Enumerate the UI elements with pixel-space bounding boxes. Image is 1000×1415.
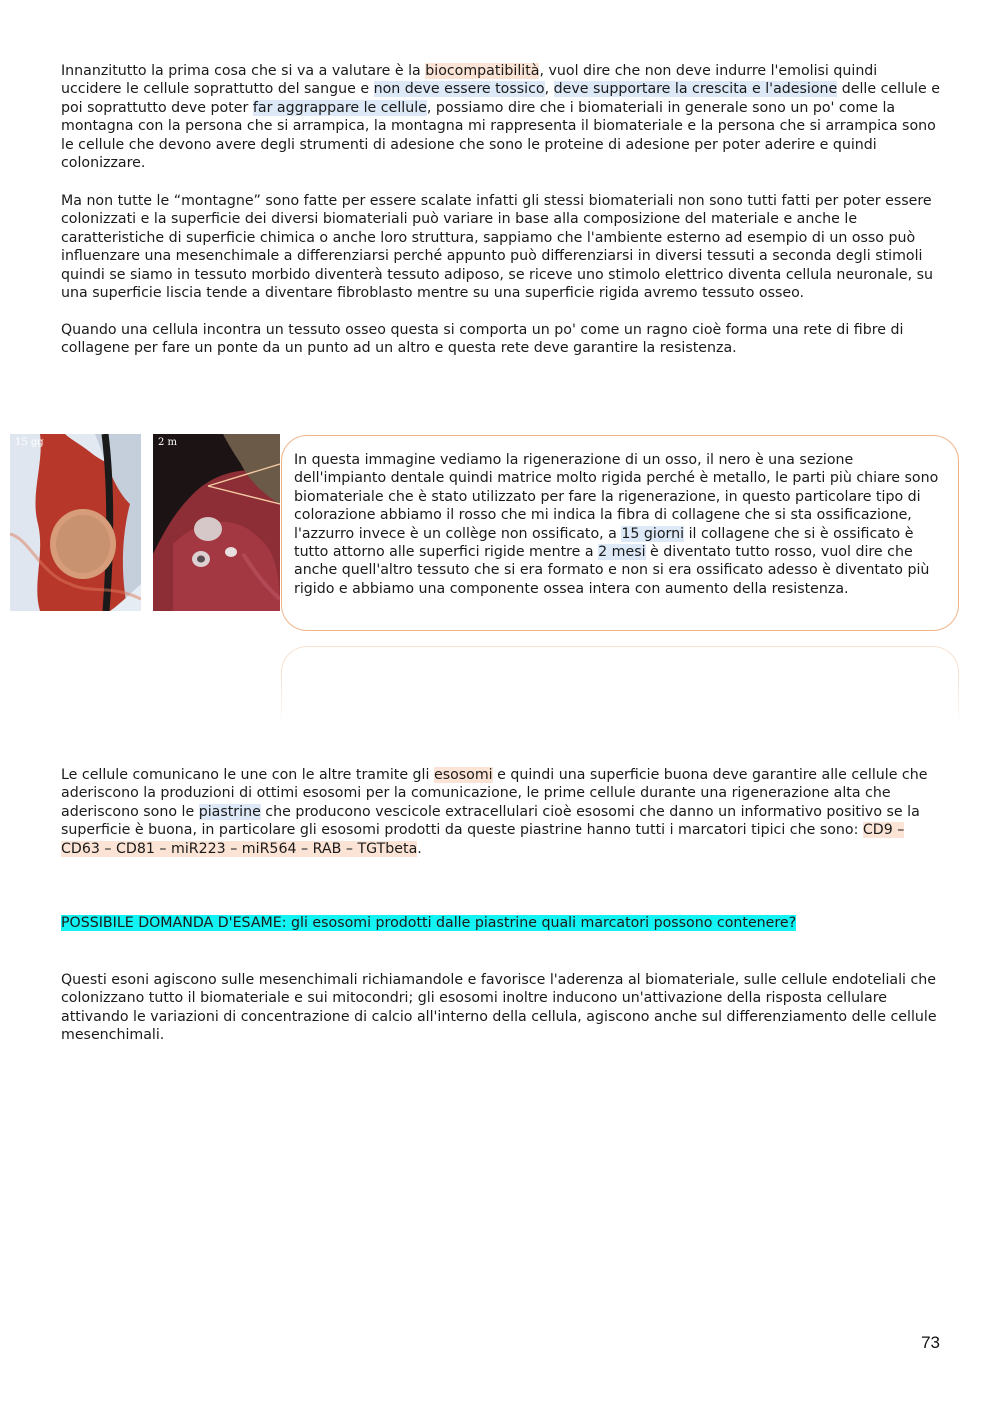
text-run: . [417, 840, 422, 857]
text-run: il collagene che si è ossificato è tutto attorno alle superfici rigide mentre a [294, 525, 914, 561]
text-run: Le cellule comunicano le une con le altre tramite gli [61, 767, 434, 783]
text-run: , [544, 81, 554, 98]
highlight-not-toxic: non deve essere tossico [373, 81, 545, 98]
paragraph-exosomes [61, 766, 941, 858]
text-run: che producono vescicole extracellulari cioè esosomi che danno un informativo positivo se la superficie è buona, in particolare gli esosomi prodotti da queste piastrine hanno tutti i marcatori tipici che sono: [61, 803, 920, 839]
text-run: , possiamo dire che i biomateriali in generale sono un po' come la montagna con la persona che si arrampica, la montagna mi rappresenta il biomateriale e la persona che si arrampica sono le cellule che devono avere degli strumenti di adesione che sono le proteine di adesione per poter aderire e quindi colonizzare. [61, 99, 936, 172]
callout-shadow-box [281, 646, 959, 726]
text-run: , vuol dire che non deve indurre l'emolisi quindi uccidere le cellule soprattutto del sangue e [61, 63, 878, 98]
highlight-platelets: piastrine [198, 803, 261, 820]
text-run: e quindi una superficie buona deve garantire alle cellule che aderiscono la produzioni di ottimi esosomi per la comunicazione, le prime cellule durante una rigenerazione alta che aderiscono sono le [61, 767, 928, 820]
highlight-2-months: 2 mesi [598, 544, 646, 561]
text-run: In questa immagine vediamo la rigenerazione di un osso, il nero è una sezione dell'impianto dentale quindi matrice molto rigida perché è metallo, le parti più chiare sono biomateriale che è stato utilizzato per fare la rigenerazione, in questo particolare tipo di colorazione abbiamo il rosso che mi indica la fibra di collagene che si sta ossificazione, l'azzurro invece è un collège non ossificato, a [294, 452, 939, 542]
label-15-days: 15 gg [15, 437, 44, 448]
paragraph-mountains: Ma non tutte le “montagne” sono fatte per essere scalate infatti gli stessi biomateriali non sono tutti fatti per poter essere colonizzati e la superficie dei diversi biomateriali può variare in base alla composizione del materiale e anche le caratteristiche di superficie chimica o anche loro struttura, sappiamo che l'ambiente esterno ad esempio di un osso può influenzare una mesenchimale a differenziarsi perché appunto può differenziarsi in diversi tessuti a seconda degli stimoli quindi se siamo in tessuto morbido diventerà tessuto adiposo, se riceve uno stimolo elettrico diventa cellula neuronale, su una superficie liscia tende a diventare fibroblasto mentre su una superficie rigida avremo tessuto osseo. [61, 193, 934, 302]
label-2-months: 2 m [158, 437, 178, 448]
bone-section-illustration [10, 434, 141, 611]
paragraph-biocompatibility [61, 62, 941, 172]
highlight-markers: CD9 – CD63 – CD81 – miR223 – miR564 – RAB – TGTbeta [61, 822, 905, 857]
bone-section-illustration [153, 434, 280, 611]
highlight-biocompatibility: biocompatibilità [425, 63, 540, 79]
paragraph-exosome-effects: Questi esoni agiscono sulle mesenchimali richiamandole e favorisce l'aderenza al biomateriale, sulle cellule endoteliali che colonizzano tutto il biomateriale e sui mitocondri; gli esosomi inoltre inducono un'attivazione della risposta cellulare attivando le variazioni di concentrazione di calcio all'interno della cellula, agiscono anche sul differenziamento delle cellule mesenchimali. [61, 972, 937, 1044]
paragraph-spider: Quando una cellula incontra un tessuto osseo questa si comporta un po' come un ragno cioè forma una rete di fibre di collagene per fare un ponte da un punto ad un altro e questa rete deve garantire la resistenza. [61, 322, 904, 357]
page-number: 73 [921, 1333, 940, 1352]
highlight-growth-adhesion: deve supportare la crescita e l'adesione [553, 81, 838, 98]
text-run: Innanzitutto la prima cosa che si va a valutare è la [61, 63, 426, 79]
highlight-exosomes: esosomi [433, 767, 493, 783]
bone-regeneration-photo-15-days [10, 434, 141, 611]
highlight-15-days: 15 giorni [621, 525, 685, 542]
text-run: è diventato tutto rosso, vuol dire che anche quell'altro tessuto che si era formato e non si era ossificato adesso è diventato più rigido e abbiamo una componente ossea intera con aumento della resistenza. [294, 544, 930, 597]
exam-question [61, 914, 941, 932]
exam-question-highlight: POSSIBILE DOMANDA D'ESAME: gli esosomi prodotti dalle piastrine quali marcatori possono contenere? [61, 915, 797, 931]
callout-text [294, 451, 944, 598]
bone-regeneration-photo-2-months [153, 434, 280, 611]
text-run: delle cellule e poi soprattutto deve poter [61, 81, 940, 116]
highlight-cell-grip: far aggrappare le cellule [252, 99, 427, 116]
